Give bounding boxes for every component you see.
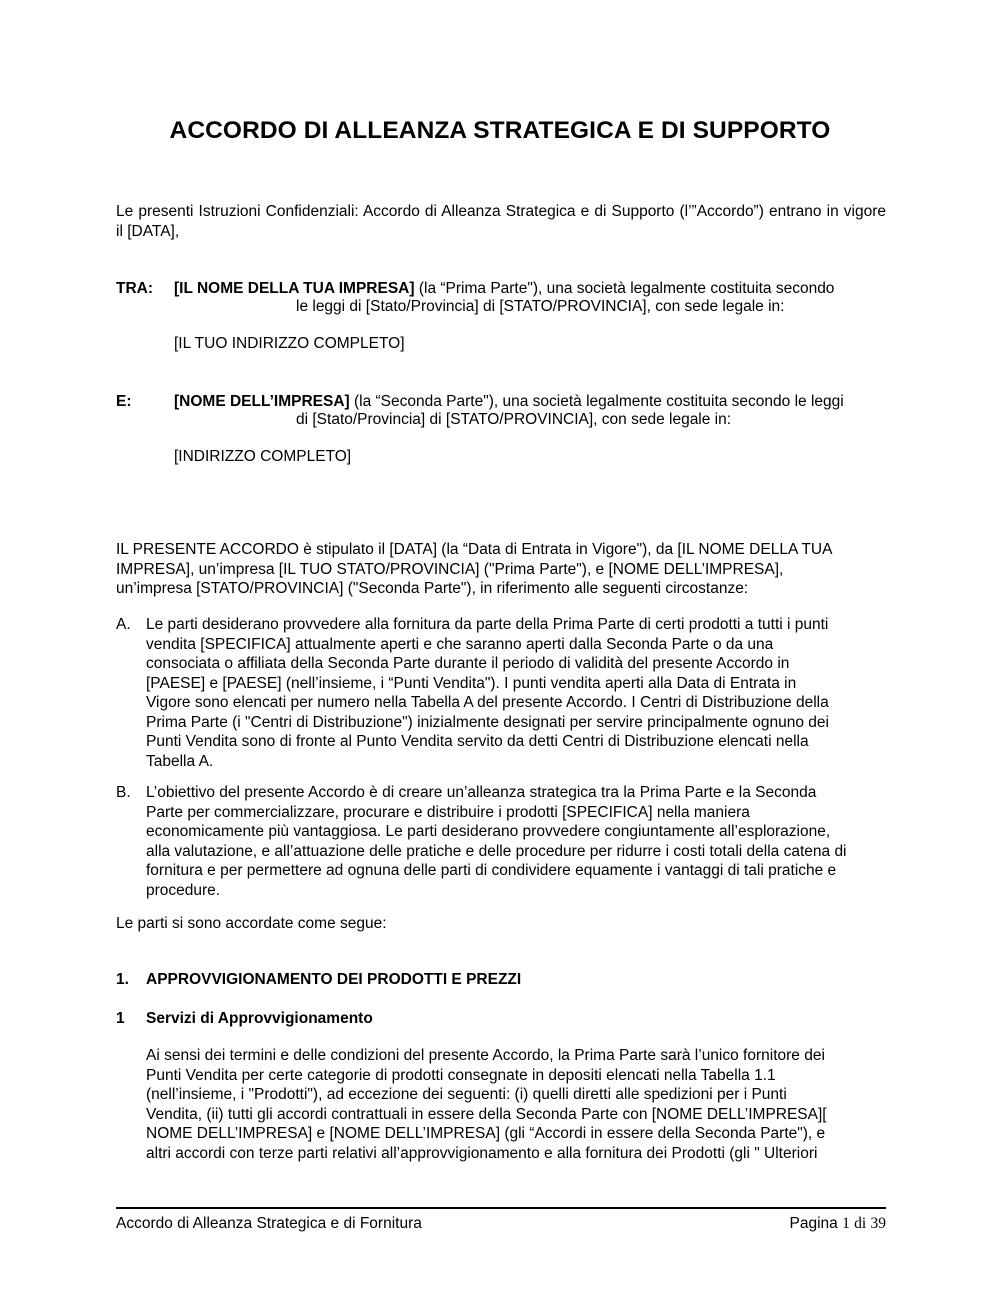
- document-title: ACCORDO DI ALLEANZA STRATEGICA E DI SUPPORTO: [169, 117, 831, 144]
- recital-intro-line: un’impresa [STATO/PROVINCIA] ("Seconda Parte"), in riferimento alle seguenti circostanze:: [116, 580, 749, 597]
- recital-line: fornitura e per permettere ad ognuna delle parti di condividere equamente i vantaggi di tali pratiche e: [146, 862, 837, 879]
- footer-page-indicator: [740, 1214, 886, 1234]
- party-second-desc-2: di [Stato/Provincia] di [STATO/PROVINCIA], con sede legale in:: [296, 411, 732, 428]
- recital-line: Prima Parte (i "Centri di Distribuzione") inizialmente designati per servire principalmente ognuno dei: [146, 713, 829, 731]
- recital-letter-a: A.: [116, 616, 131, 633]
- body-line: altri accordi con terze parti relativi all’approvvigionamento e alla fornitura dei Prodotti (gli " Ulteriori: [146, 1144, 818, 1162]
- recital-line: vendita [SPECIFICA] attualmente aperti e che saranno aperti dalla Seconda Parte o da una: [146, 635, 774, 653]
- subsection-body: [146, 1046, 888, 1163]
- party-second-address: [INDIRIZZO COMPLETO]: [174, 448, 352, 465]
- recital-b-text: [146, 783, 888, 900]
- agreed-paragraph: Le parti si sono accordate come segue:: [116, 915, 387, 932]
- body-line: NOME DELL’IMPRESA] e [NOME DELL’IMPRESA] (gli “Accordi in essere della Seconda Parte"), e: [146, 1125, 826, 1142]
- party-second-name: [NOME DELL’IMPRESA]: [174, 393, 350, 410]
- body-line: Ai sensi dei termini e delle condizioni del presente Accordo, la Prima Parte sarà l’unico fornitore dei: [146, 1047, 825, 1064]
- party-first-desc-1: (la “Prima Parte"), una società legalmente costituita secondo: [414, 280, 835, 297]
- recital-line: L’obiettivo del presente Accordo è di creare un’alleanza strategica tra la Prima Parte e la Seconda: [146, 784, 817, 801]
- section-title: APPROVVIGIONAMENTO DEI PRODOTTI E PREZZI: [146, 971, 522, 988]
- party-first-address: [IL TUO INDIRIZZO COMPLETO]: [174, 335, 405, 352]
- party-first-line: [174, 279, 886, 299]
- recital-a-text: [146, 615, 888, 771]
- body-line: Vendita, (ii) tutti gli accordi contrattuali in essere della Seconda Parte con [NOME DELL’IMPRESA][: [146, 1105, 827, 1123]
- intro-paragraph: Le presenti Istruzioni Confidenziali: Accordo di Alleanza Strategica e di Supporto (l’”Accordo”) entrano in vigore il [DATA],: [116, 203, 886, 240]
- recital-line: consociata o affiliata della Seconda Parte durante il periodo di validità del presente Accordo in: [146, 655, 790, 672]
- subsection-title: Servizi di Approvvigionamento: [146, 1010, 373, 1027]
- party-first-desc-2: le leggi di [Stato/Provincia] di [STATO/PROVINCIA], con sede legale in:: [296, 298, 785, 315]
- recital-line: alla valutazione, e all’attuazione delle pratiche e delle procedure per ridurre i costi totali della catena di: [146, 842, 847, 860]
- recital-intro-line: IL PRESENTE ACCORDO è stipulato il [DATA] (la “Data di Entrata in Vigore"), da [IL NOME DELLA TUA: [116, 541, 833, 558]
- party-second-line: [174, 392, 886, 412]
- recital-line: Parte per commercializzare, procurare e distribuire i prodotti [SPECIFICA] nella maniera: [146, 803, 750, 821]
- party-label-tra: TRA:: [116, 280, 154, 297]
- recital-line: Vigore sono elencati per numero nella Tabella A del presente Accordo. I Centri di Distribuzione della: [146, 694, 829, 711]
- subsection-number: 1: [116, 1010, 125, 1027]
- footer-page-number: 1: [842, 1215, 850, 1232]
- body-line: Punti Vendita per certe categorie di prodotti consegnate in depositi elencati nella Tabella 1.1: [146, 1066, 776, 1084]
- recital-line: Punti Vendita sono di fronte al Punto Vendita servito da detti Centri di Distribuzione elencati nella: [146, 733, 809, 750]
- recital-line: economicamente più vantaggiosa. Le parti desiderano provvedere congiuntamente all’esplorazione,: [146, 823, 831, 840]
- party-label-e: E:: [116, 393, 132, 410]
- party-first-name: [IL NOME DELLA TUA IMPRESA]: [174, 280, 415, 297]
- section-number: 1.: [116, 971, 129, 988]
- recital-line: procedure.: [146, 881, 221, 899]
- footer-document-title: Accordo di Alleanza Strategica e di Fornitura: [116, 1215, 422, 1232]
- footer-divider: [116, 1207, 886, 1209]
- footer-page-label: Pagina: [789, 1215, 838, 1232]
- recital-line: Le parti desiderano provvedere alla fornitura da parte della Prima Parte di certi prodotti a tutti i punti: [146, 616, 829, 633]
- recital-letter-b: B.: [116, 784, 131, 801]
- recital-line: Tabella A.: [146, 752, 214, 770]
- recital-intro: [116, 540, 886, 599]
- recital-line: [PAESE] e [PAESE] (nell’insieme, i “Punti Vendita"). I punti vendita aperti alla Data di Entrata in: [146, 674, 797, 692]
- footer-page-of: di: [854, 1215, 867, 1232]
- footer-page-total: 39: [870, 1215, 886, 1232]
- recital-intro-line: IMPRESA], un’impresa [IL TUO STATO/PROVINCIA] ("Prima Parte"), e [NOME DELL’IMPRESA],: [116, 560, 784, 578]
- party-second-desc-1: (la “Seconda Parte"), una società legalmente costituita secondo le leggi: [349, 393, 844, 410]
- body-line: (nell’insieme, i "Prodotti"), ad eccezione dei seguenti: (i) quelli diretti alle spedizioni per i Punti: [146, 1086, 787, 1103]
